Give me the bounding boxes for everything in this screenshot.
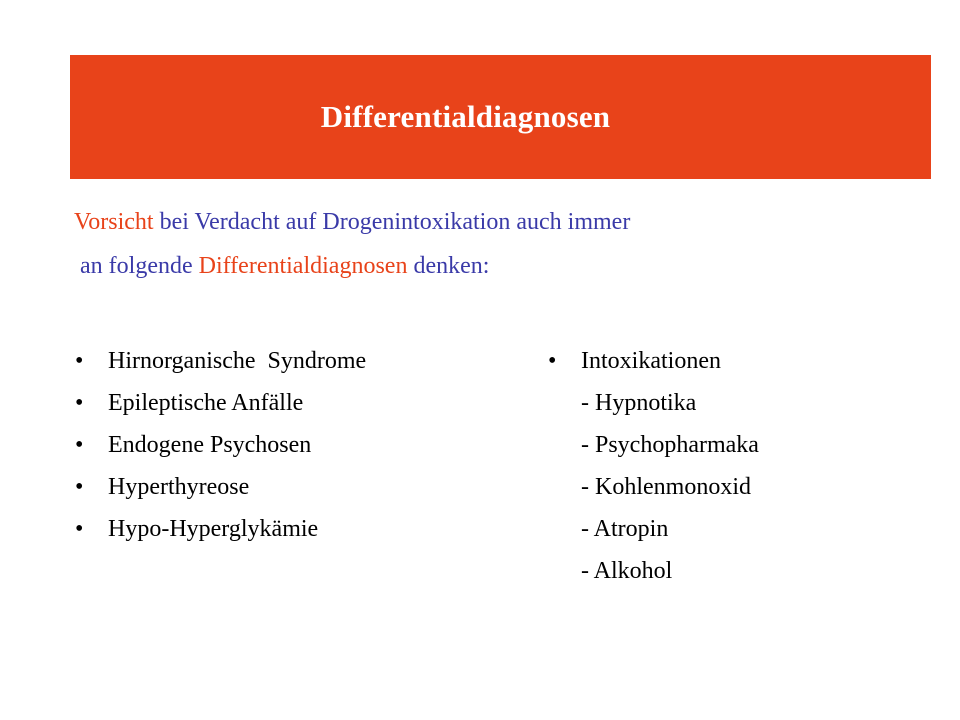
sub-list-item: - Alkohol — [581, 558, 673, 584]
list-heading-intoxikationen: Intoxikationen — [581, 348, 721, 374]
list-item-label: Hirnorganische Syndrome — [108, 348, 367, 374]
intro-line-1 — [74, 200, 630, 244]
list-item — [75, 340, 366, 382]
intro-line-2 — [74, 244, 630, 288]
list-item-label: Hyperthyreose — [108, 474, 250, 500]
list-item — [75, 508, 366, 550]
intro-highlight-differentialdiagnosen: Differentialdiagnosen — [198, 253, 408, 279]
list-item — [75, 466, 366, 508]
list-item — [548, 340, 759, 382]
sub-list-item: - Kohlenmonoxid — [581, 474, 751, 500]
list-item-label: Epileptische Anfälle — [108, 390, 304, 416]
bullet-icon: • — [75, 432, 84, 458]
slide-title: Differentialdiagnosen — [320, 99, 611, 134]
bullet-icon: • — [75, 474, 84, 500]
title-banner — [70, 55, 931, 179]
intro-line-2-prefix: an folgende — [80, 253, 199, 279]
sub-list-item: - Hypnotika — [581, 390, 697, 416]
left-diagnosis-list — [75, 340, 366, 550]
intro-line-1-rest: bei Verdacht auf Drogenintoxikation auch immer — [153, 209, 631, 235]
bullet-icon: • — [75, 390, 84, 416]
intro-text — [74, 200, 630, 288]
sub-list-item: - Atropin — [581, 516, 669, 542]
list-item-label: Endogene Psychosen — [108, 432, 312, 458]
list-item — [75, 382, 366, 424]
bullet-icon: • — [548, 348, 557, 374]
sub-list-item: - Psychopharmaka — [581, 432, 759, 458]
intro-line-2-suffix: denken: — [407, 253, 490, 279]
list-item — [75, 424, 366, 466]
right-intoxication-list — [548, 340, 759, 592]
bullet-icon: • — [75, 348, 84, 374]
intro-highlight-vorsicht: Vorsicht — [74, 209, 154, 235]
list-item-label: Hypo-Hyperglykämie — [108, 516, 319, 542]
bullet-icon: • — [75, 516, 84, 542]
